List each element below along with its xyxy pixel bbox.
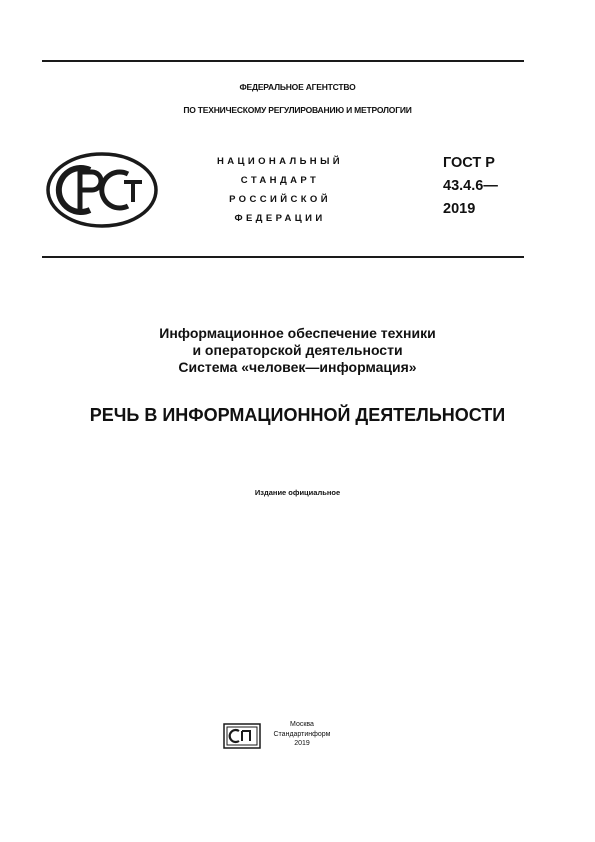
designation-line: ГОСТ Р	[443, 155, 495, 171]
header-divider	[42, 256, 524, 258]
designation-line: 43.4.6—	[443, 178, 498, 194]
publisher-year: 2019	[294, 740, 310, 747]
standard-label	[205, 152, 355, 228]
edition-note: Издание официальное	[254, 488, 341, 497]
standard-designation	[443, 152, 498, 221]
publisher-city: Москва	[290, 721, 314, 728]
agency-line-2: ПО ТЕХНИЧЕСКОМУ РЕГУЛИРОВАНИЮ И МЕТРОЛОГИИ	[183, 105, 412, 115]
title-line: и операторской деятельности	[192, 342, 403, 358]
standartinform-logo-icon	[223, 723, 261, 749]
title-line: Система «человек—информация»	[178, 359, 417, 375]
standard-label-line: ФЕДЕРАЦИИ	[234, 213, 326, 224]
designation-line: 2019	[443, 201, 476, 217]
rst-logo-icon	[46, 152, 158, 228]
document-title	[0, 325, 595, 376]
agency-line-1: ФЕДЕРАЛЬНОЕ АГЕНТСТВО	[239, 82, 356, 92]
publisher-info	[266, 720, 338, 749]
standard-label-line: РОССИЙСКОЙ	[229, 194, 331, 205]
standard-label-line: СТАНДАРТ	[240, 175, 320, 186]
top-divider	[42, 60, 524, 62]
standard-label-line: НАЦИОНАЛЬНЫЙ	[217, 156, 343, 167]
document-subtitle: РЕЧЬ В ИНФОРМАЦИОННОЙ ДЕЯТЕЛЬНОСТИ	[89, 405, 506, 425]
publisher-name: Стандартинформ	[273, 730, 331, 738]
title-line: Информационное обеспечение техники	[159, 325, 436, 341]
